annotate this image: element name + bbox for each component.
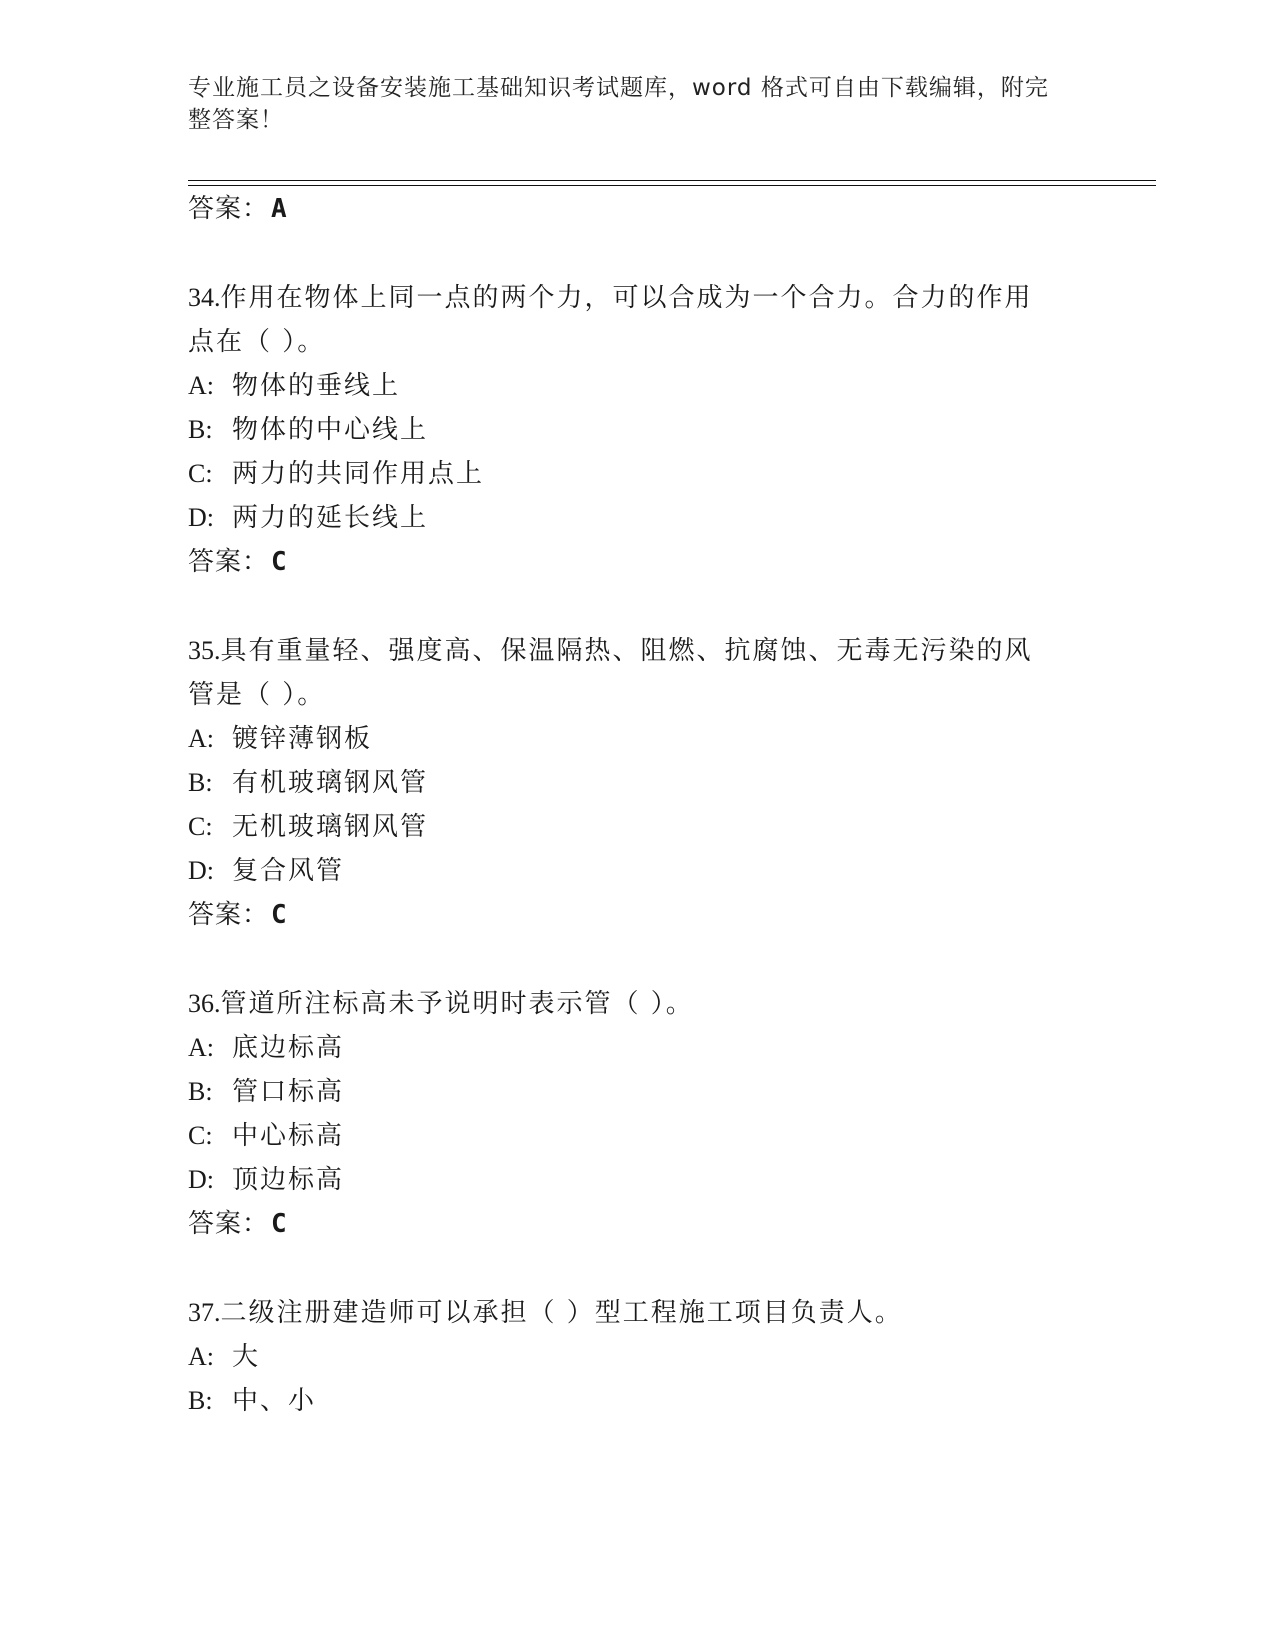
question-stem-line-2: 点在（ ）。 — [188, 327, 326, 357]
option-key: A: — [188, 371, 214, 400]
document-header — [188, 72, 1068, 136]
option-key: A: — [188, 1342, 214, 1371]
option-b — [188, 766, 428, 800]
option-key: D: — [188, 856, 214, 885]
option-key: D: — [188, 503, 214, 532]
option-key: C: — [188, 812, 213, 841]
question-answer — [188, 1207, 288, 1241]
answer-value: C — [271, 900, 288, 930]
question-stem-line-1: 作用在物体上同一点的两个力，可以合成为一个合力。合力的作用 — [220, 283, 1033, 313]
answer-label: 答案： — [188, 900, 270, 930]
option-text: 物体的中心线上 — [232, 415, 429, 445]
option-key: B: — [188, 768, 213, 797]
question-number: 35. — [188, 636, 221, 665]
question-stem — [188, 634, 1033, 668]
option-a — [188, 1340, 260, 1374]
question-stem-line-2: 管是（ ）。 — [188, 680, 326, 710]
question-number: 37. — [188, 1298, 221, 1327]
header-line-2: 整答案！ — [188, 107, 284, 133]
option-c — [188, 810, 428, 844]
question-stem — [188, 281, 1033, 315]
option-d — [188, 501, 428, 535]
option-b — [188, 1384, 316, 1418]
question-number: 36. — [188, 989, 221, 1018]
question-stem-line-1: 管道所注标高未予说明时表示管（ ）。 — [220, 989, 694, 1019]
option-text: 底边标高 — [232, 1033, 345, 1063]
option-key: B: — [188, 415, 213, 444]
option-key: C: — [188, 459, 213, 488]
option-b — [188, 1075, 344, 1109]
question-answer — [188, 545, 288, 579]
option-d — [188, 1163, 344, 1197]
option-text: 中、小 — [232, 1386, 317, 1416]
option-d — [188, 854, 344, 888]
option-text: 顶边标高 — [232, 1165, 345, 1195]
option-key: D: — [188, 1165, 214, 1194]
option-a — [188, 369, 400, 403]
header-divider-thick — [188, 180, 1156, 181]
previous-answer — [188, 192, 288, 226]
option-key: A: — [188, 724, 214, 753]
option-a — [188, 722, 372, 756]
option-text: 两力的延长线上 — [232, 503, 429, 533]
option-text: 中心标高 — [232, 1121, 345, 1151]
answer-label: 答案： — [188, 194, 270, 224]
answer-value: C — [271, 547, 288, 577]
option-text: 管口标高 — [232, 1077, 345, 1107]
option-text: 复合风管 — [232, 856, 345, 886]
option-c — [188, 457, 484, 491]
answer-label: 答案： — [188, 1209, 270, 1239]
answer-label: 答案： — [188, 547, 270, 577]
header-divider-thin — [188, 185, 1156, 186]
question-stem-line-1: 二级注册建造师可以承担（ ）型工程施工项目负责人。 — [220, 1298, 903, 1328]
option-text: 有机玻璃钢风管 — [232, 768, 429, 798]
option-a — [188, 1031, 344, 1065]
option-key: B: — [188, 1077, 213, 1106]
option-text: 无机玻璃钢风管 — [232, 812, 429, 842]
question-stem — [188, 1296, 903, 1330]
option-text: 大 — [232, 1342, 261, 1372]
answer-value: A — [271, 194, 288, 224]
option-key: C: — [188, 1121, 213, 1150]
option-key: B: — [188, 1386, 213, 1415]
option-c — [188, 1119, 344, 1153]
question-number: 34. — [188, 283, 221, 312]
option-b — [188, 413, 428, 447]
question-stem — [188, 987, 694, 1021]
option-text: 物体的垂线上 — [232, 371, 401, 401]
answer-value: C — [271, 1209, 288, 1239]
option-text: 两力的共同作用点上 — [232, 459, 485, 489]
option-text: 镀锌薄钢板 — [232, 724, 373, 754]
question-stem-line-1: 具有重量轻、强度高、保温隔热、阻燃、抗腐蚀、无毒无污染的风 — [220, 636, 1033, 666]
question-answer — [188, 898, 288, 932]
option-key: A: — [188, 1033, 214, 1062]
header-line-1: 专业施工员之设备安装施工基础知识考试题库，word 格式可自由下载编辑，附完 — [188, 75, 1049, 101]
